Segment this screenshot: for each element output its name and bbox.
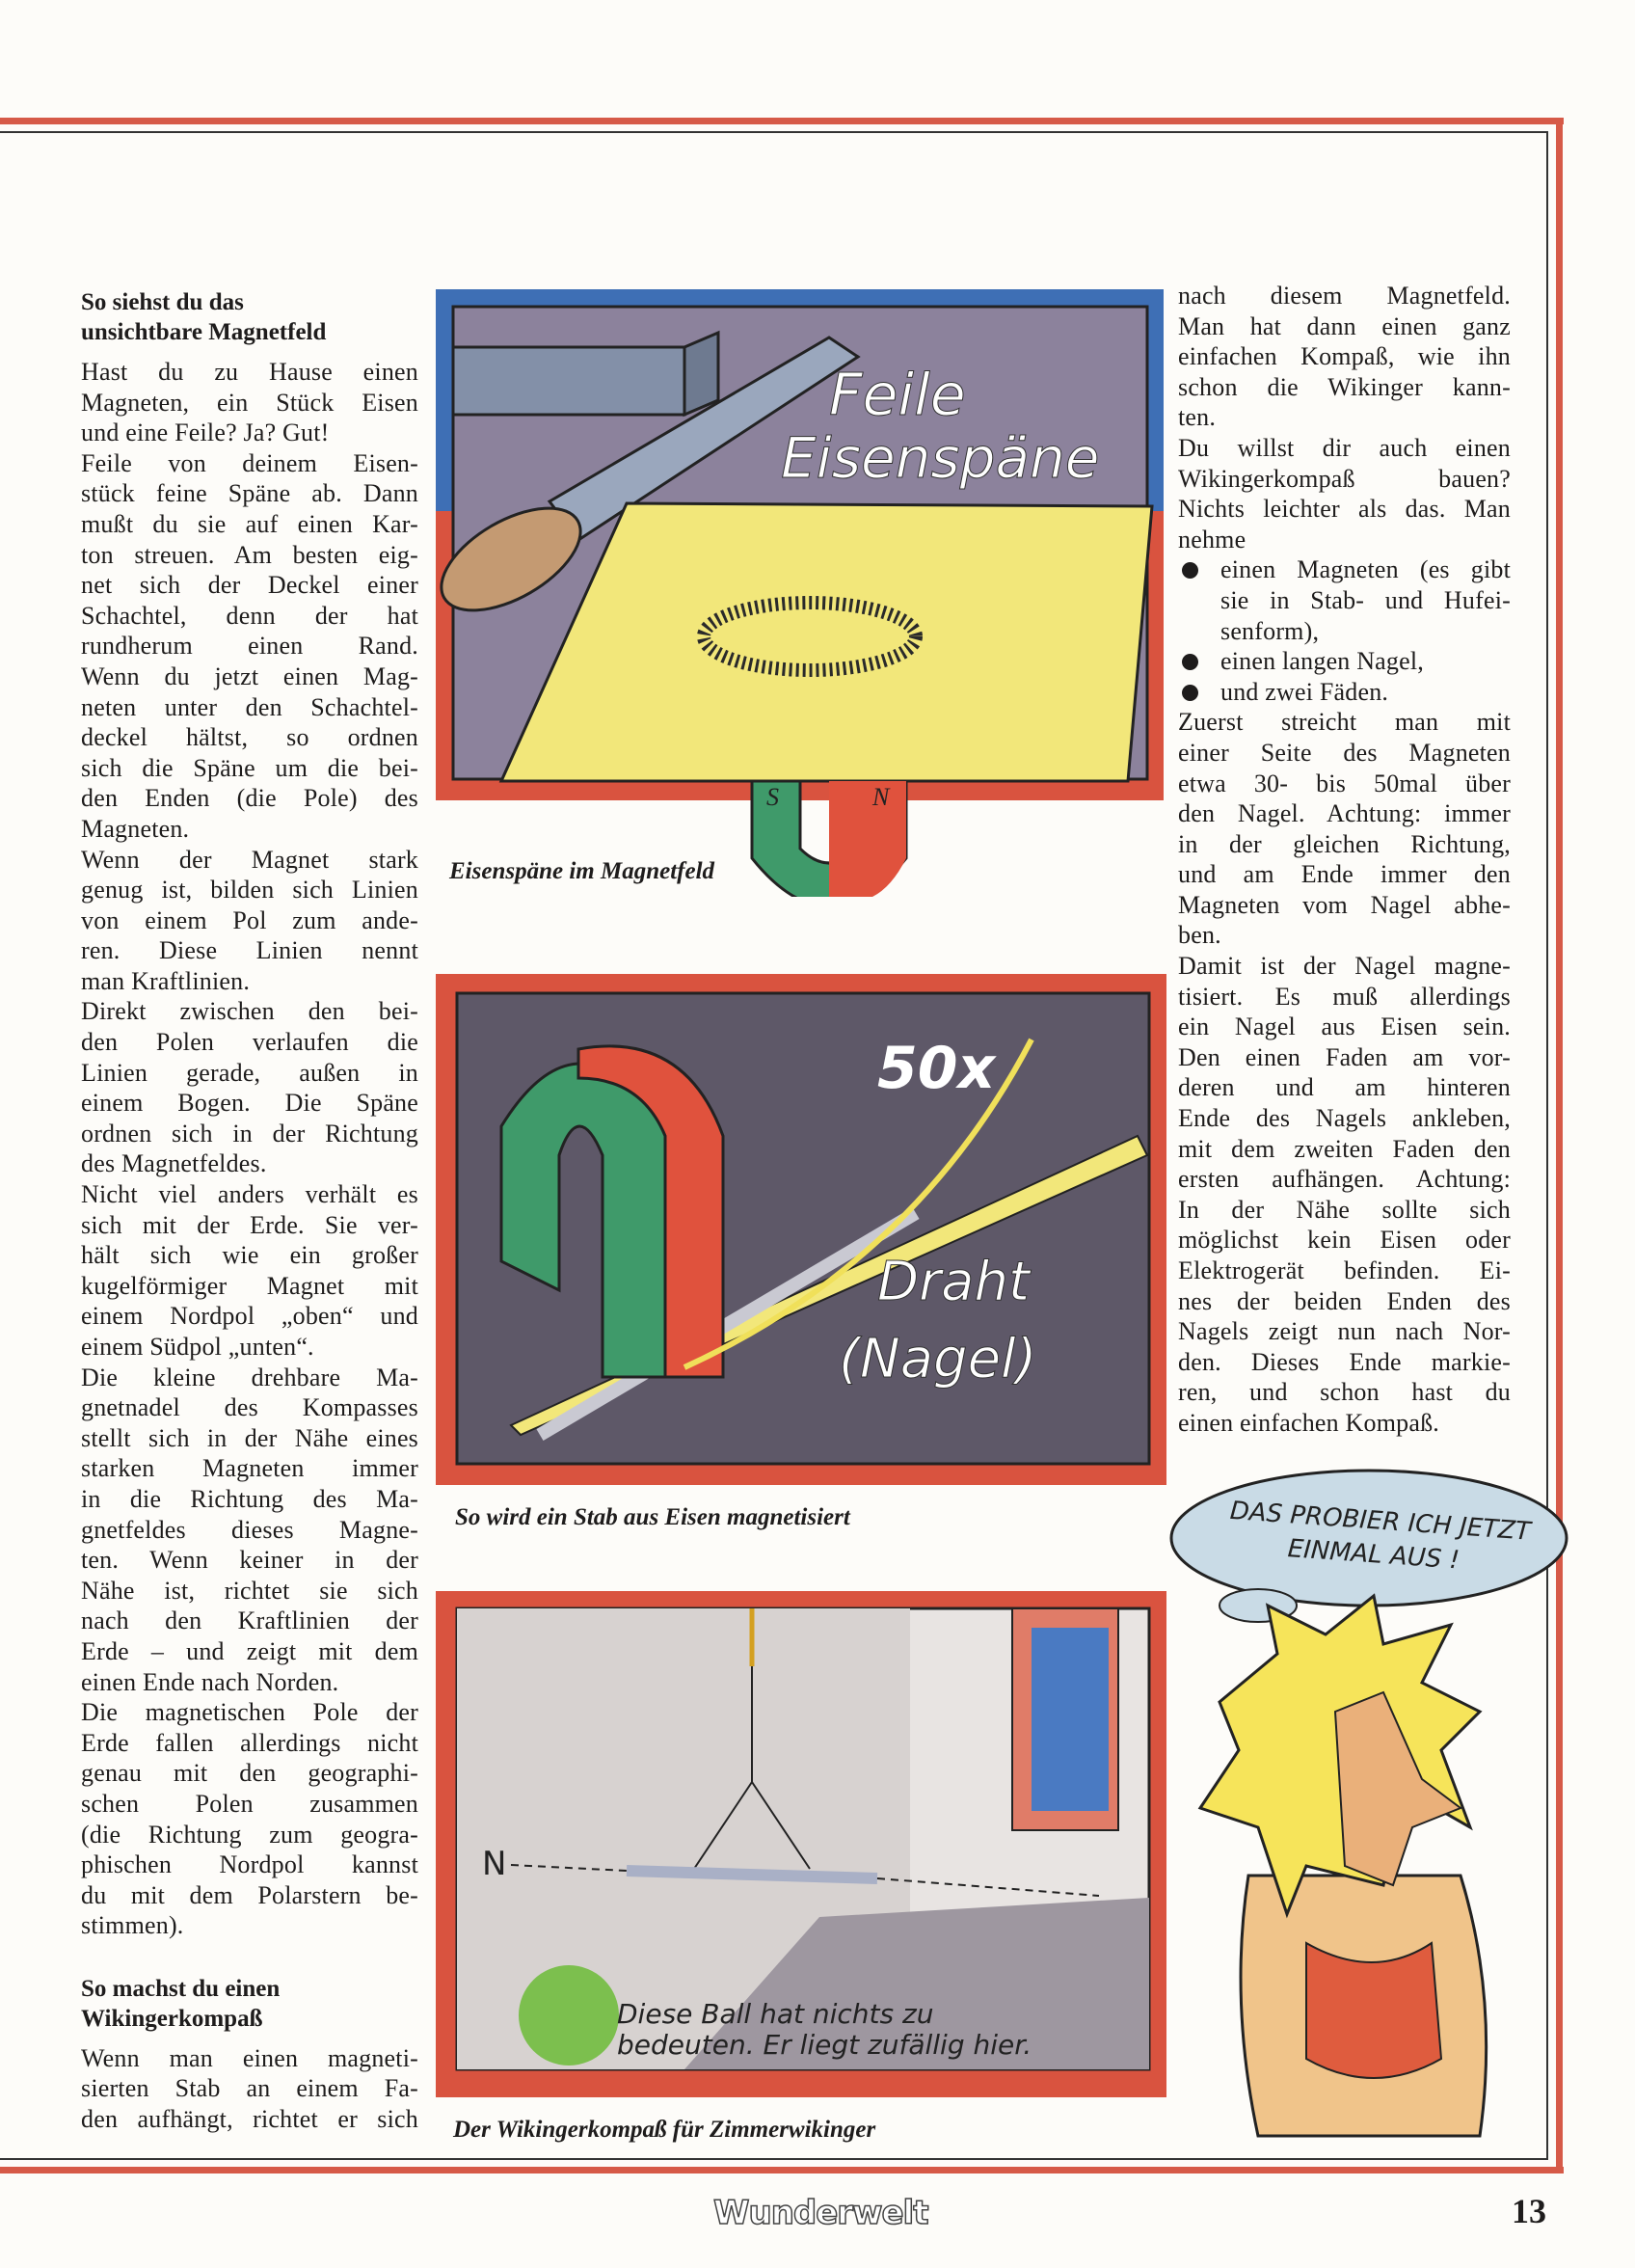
text-line: den Enden (die Pole) des [81, 784, 418, 813]
text-line: Magneten vom Nagel abhe- [1178, 890, 1511, 919]
label-feile: Feile [829, 362, 966, 429]
text-line: man Kraftlinien. [81, 966, 251, 995]
text-line: Zuerst streicht man mit [1178, 708, 1511, 737]
text-line: ten. Wenn keiner in der [81, 1546, 418, 1575]
text-line: des Magnetfeldes. [81, 1149, 267, 1178]
text-line: nes der beiden Enden des [1178, 1286, 1511, 1315]
text-line: Elektrogerät befinden. Ei- [1178, 1256, 1511, 1284]
caption-figure-1: Eisenspäne im Magnetfeld [449, 858, 715, 884]
text-line: Hast du zu Hause einen [81, 358, 418, 386]
text-line: Die magnetischen Pole der [81, 1698, 418, 1727]
text-line: Nagels zeigt nun nach Nor- [1178, 1317, 1511, 1346]
illustration-iron-filings [424, 280, 1176, 897]
caption-figure-3: Der Wikingerkompaß für Zimmerwikinger [453, 2117, 876, 2143]
text-line: ren, und schon hast du [1178, 1378, 1511, 1407]
text-line: etwa 30- bis 50mal über [1178, 769, 1511, 797]
text-line: genau mit den geographi- [81, 1759, 418, 1788]
paragraph [1178, 433, 1511, 554]
label-draht: Draht [877, 1251, 1030, 1313]
label-eisenspaene: Eisenspäne [781, 425, 1100, 491]
bullet-icon [1182, 562, 1198, 579]
speech-line-1: DAS PROBIER ICH JETZT [1228, 1496, 1532, 1547]
text-line: gnetfeldes dieses Magne- [81, 1515, 418, 1544]
text-line: ersten aufhängen. Achtung: [1178, 1165, 1511, 1194]
text-line: In der Nähe sollte sich [1178, 1195, 1511, 1224]
text-line: und eine Feile? Ja? Gut! [81, 418, 330, 447]
frame-red-top [0, 118, 1564, 124]
paragraph [81, 448, 418, 845]
text-line: starken Magneten immer [81, 1454, 418, 1483]
text-line: senform), [1220, 616, 1320, 645]
text-line: nach diesem Magnetfeld. [1178, 282, 1511, 310]
text-line: Wikingerkompaß bauen? [1178, 464, 1511, 493]
text-line: neten unter den Schachtel- [81, 692, 418, 721]
text-line: einem Bogen. Die Späne [81, 1089, 418, 1118]
text-line: ton streuen. Am besten eig- [81, 540, 418, 569]
text-line: Wenn man einen magneti- [81, 2043, 418, 2072]
article-body-3 [1178, 281, 1511, 1439]
text-line: stimmen). [81, 1911, 184, 1940]
text-line: stück feine Späne ab. Dann [81, 479, 418, 508]
text-line: von einem Pol zum ande- [81, 905, 418, 934]
paragraph [1178, 281, 1511, 433]
article-body-2 [81, 2043, 418, 2135]
text-line: Erde fallen allerdings nicht [81, 1728, 418, 1757]
text-line: rundherum einen Rand. [81, 632, 418, 661]
text-line: gnetnadel des Kompasses [81, 1393, 418, 1422]
text-line: den Nagel. Achtung: immer [1178, 799, 1511, 828]
right-text-column [1178, 281, 1511, 1439]
pole-s-label: S [766, 783, 779, 811]
text-line: einen Ende nach Norden. [81, 1667, 339, 1696]
text-line: Erde – und zeigt mit dem [81, 1636, 418, 1665]
bullet-icon [1182, 654, 1198, 670]
text-line: phischen Nordpol kannst [81, 1850, 418, 1879]
wunderwelt-logo: Wunderwelt [713, 2194, 928, 2232]
text-line: deckel hältst, so ordnen [81, 723, 418, 752]
text-line: (die Richtung zum geogra- [81, 1820, 418, 1849]
text-line: und zwei Fäden. [1220, 677, 1389, 706]
text-line: sie in Stab- und Hufei- [1220, 585, 1511, 614]
page-number: 13 [1512, 2192, 1546, 2230]
section-heading-wikingerkompass [81, 1974, 418, 2034]
paragraph [81, 996, 418, 1179]
heading-line: unsichtbare Magnetfeld [81, 319, 327, 345]
article-body-1 [81, 357, 418, 1941]
text-line: Schachtel, denn der hat [81, 601, 418, 630]
ball-note-line-2: bedeuten. Er liegt zufällig hier. [617, 2029, 1032, 2061]
text-line: nach den Kraftlinien der [81, 1606, 418, 1635]
text-line: mußt du sie auf einen Kar- [81, 509, 418, 538]
paragraph [81, 1363, 418, 1698]
paragraph [1178, 707, 1511, 951]
text-line: Wenn der Magnet stark [81, 845, 418, 874]
pole-n-label: N [872, 783, 890, 811]
text-line: Direkt zwischen den bei- [81, 997, 418, 1026]
frame-black-top [0, 131, 1548, 133]
text-line: Feile von deinem Eisen- [81, 448, 418, 477]
paragraph [81, 845, 418, 997]
bullet-icon [1182, 685, 1198, 701]
text-line: ren. Diese Linien nennt [81, 936, 418, 965]
text-line: in die Richtung des Ma- [81, 1484, 418, 1513]
text-line: sich mit der Erde. Sie ver- [81, 1210, 418, 1239]
bullet-item [1178, 677, 1511, 708]
text-line: einfachen Kompaß, wie ihn [1178, 342, 1511, 371]
text-line: Wenn du jetzt einen Mag- [81, 662, 418, 690]
ball-note-line-1: Diese Ball hat nichts zu [617, 1998, 934, 2030]
text-line: nehme [1178, 525, 1246, 554]
text-line: Ende des Nagels ankleben, [1178, 1104, 1511, 1133]
text-line: Nähe ist, richtet sie sich [81, 1576, 418, 1605]
text-line: den Polen verlaufen die [81, 1028, 418, 1057]
text-line: ten. [1178, 403, 1217, 432]
text-line: stellt sich in der Nähe eines [81, 1423, 418, 1452]
caption-figure-2: So wird ein Stab aus Eisen magnetisiert [455, 1504, 850, 1530]
text-line: einen einfachen Kompaß. [1178, 1408, 1439, 1437]
heading-line: So siehst du das [81, 289, 244, 315]
text-line: ben. [1178, 921, 1221, 950]
text-line: sich die Späne um die bei- [81, 753, 418, 782]
text-line: einer Seite des Magneten [1178, 738, 1511, 767]
speech-line-2: EINMAL AUS ! [1286, 1534, 1461, 1576]
frame-red-bottom [0, 2167, 1564, 2174]
text-line: tisiert. Es muß allerdings [1178, 982, 1511, 1011]
text-line: Du willst dir auch einen [1178, 433, 1511, 462]
text-line: Damit ist der Nagel magne- [1178, 952, 1511, 981]
text-line: in der gleichen Richtung, [1178, 829, 1511, 858]
text-line: Magneten, ein Stück Eisen [81, 388, 418, 417]
text-line: mit dem zweiten Faden den [1178, 1134, 1511, 1163]
text-line: den. Dieses Ende markie- [1178, 1347, 1511, 1376]
text-line: schon die Wikinger kann- [1178, 372, 1511, 401]
label-50x: 50x [877, 1035, 996, 1102]
text-line: Die kleine drehbare Ma- [81, 1363, 418, 1391]
text-line: einen Magneten (es gibt [1220, 555, 1511, 584]
text-line: sierten Stab an einem Fa- [81, 2074, 418, 2103]
illustration-magnetizing-rod [434, 972, 1171, 1493]
frame-black-bottom [0, 2158, 1548, 2160]
paragraph [81, 357, 418, 448]
text-line: ein Nagel aus Eisen sein. [1178, 1012, 1511, 1041]
paragraph [81, 1697, 418, 1941]
text-line: Magneten. [81, 814, 190, 843]
bullet-item [1178, 554, 1511, 646]
text-line: Linien gerade, außen in [81, 1058, 418, 1087]
text-line: schen Polen zusammen [81, 1789, 418, 1818]
label-north: N [482, 1845, 507, 1883]
bullet-item [1178, 646, 1511, 677]
text-line: einem Südpol „unten“. [81, 1333, 314, 1361]
text-line: net sich der Deckel einer [81, 571, 418, 600]
text-line: ordnen sich in der Richtung [81, 1119, 418, 1148]
text-line: den aufhängt, richtet er sich [81, 2105, 418, 2134]
heading-line: So machst du einen [81, 1975, 281, 2002]
text-line: Nichts leichter als das. Man [1178, 495, 1511, 524]
text-line: Den einen Faden am vor- [1178, 1042, 1511, 1071]
text-line: einem Nordpol „oben“ und [81, 1302, 418, 1331]
section-heading-magnetfeld [81, 287, 418, 347]
left-text-column [81, 287, 418, 2135]
illustration-viking-compass [434, 1589, 1171, 2105]
text-line: und am Ende immer den [1178, 860, 1511, 889]
text-line: möglichst kein Eisen oder [1178, 1226, 1511, 1255]
text-line: genug ist, bilden sich Linien [81, 876, 418, 904]
text-line: einen langen Nagel, [1220, 647, 1424, 676]
paragraph [81, 2043, 418, 2135]
paragraph [1178, 951, 1511, 1439]
text-line: hält sich wie ein großer [81, 1241, 418, 1270]
label-nagel: (Nagel) [839, 1328, 1037, 1390]
text-line: kugelförmiger Magnet mit [81, 1271, 418, 1300]
text-line: Man hat dann einen ganz [1178, 311, 1511, 340]
cartoon-thinking-girl [1162, 1461, 1586, 2155]
paragraph [81, 1179, 418, 1363]
heading-line: Wikingerkompaß [81, 2005, 263, 2032]
text-line: du mit dem Polarstern be- [81, 1880, 418, 1909]
text-line: deren und am hinteren [1178, 1073, 1511, 1102]
text-line: Nicht viel anders verhält es [81, 1180, 418, 1209]
